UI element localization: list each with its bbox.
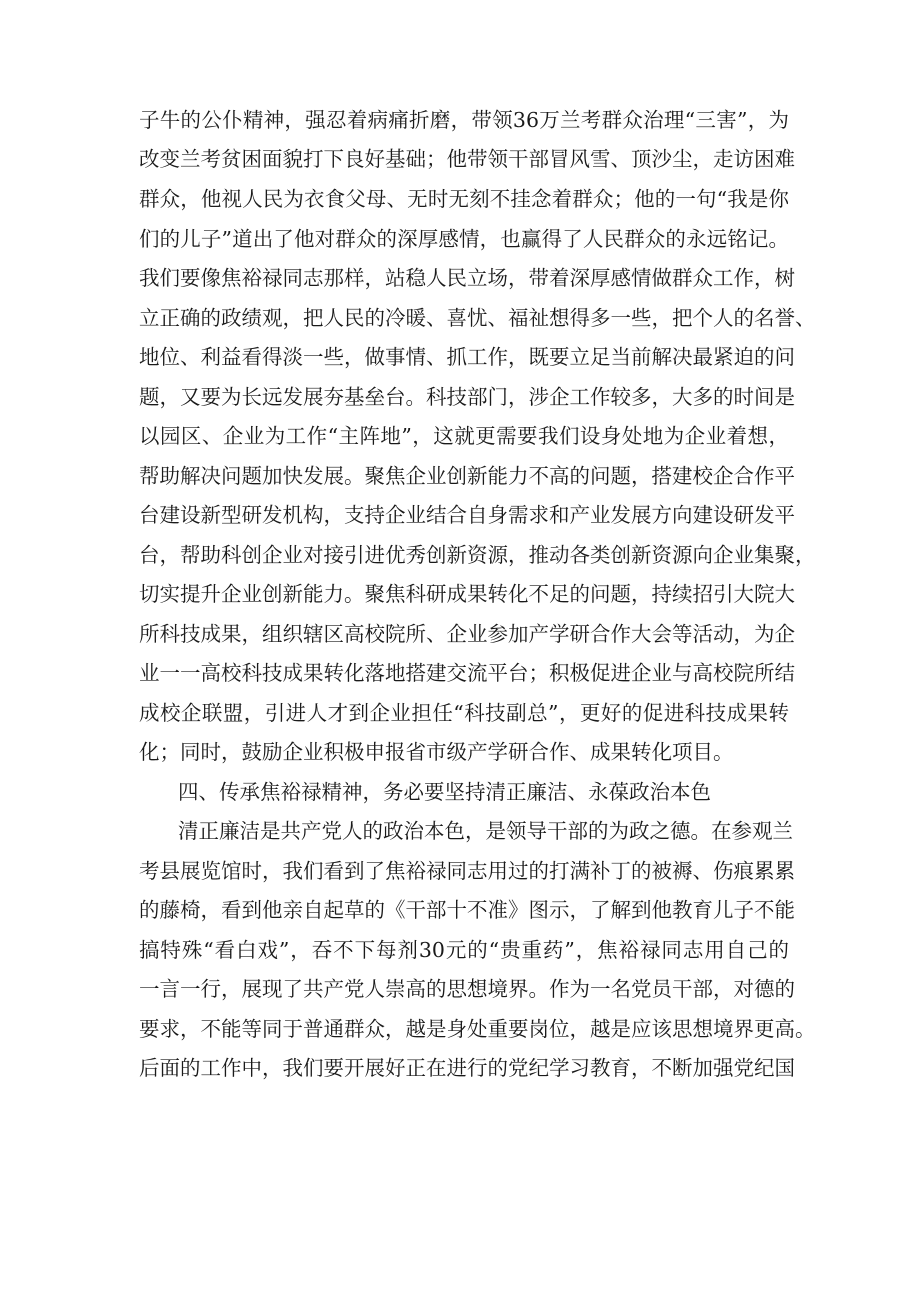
text-line: 地位、利益看得淡一些，做事情、抓工作，既要立足当前解决最紧迫的问: [139, 345, 795, 369]
text-line: 一言一行，展现了共产党人崇高的思想境界。作为一名党员干部，对德的: [139, 977, 795, 1001]
text-line: 改变兰考贫困面貌打下良好基础；他带领干部冒风雪、顶沙尘，走访困难: [139, 147, 795, 171]
text-line: 帮助解决问题加快发展。聚焦企业创新能力不高的问题，搭建校企合作平: [139, 464, 795, 488]
text-line: 所科技成果，组织辖区高校院所、企业参加产学研合作大会等活动，为企: [139, 622, 795, 646]
text-line: 成校企联盟，引进人才到企业担任“科技副总”，更好的促进科技成果转: [139, 701, 789, 725]
text-line: 要求，不能等同于普通群众，越是身处重要岗位，越是应该思想境界更高。: [139, 1017, 816, 1041]
section-heading: 四、传承焦裕禄精神，务必要坚持清正廉洁、永葆政治本色: [178, 780, 711, 804]
text-line: 题，又要为长远发展夯基垒台。科技部门，涉企工作较多，大多的时间是: [139, 385, 795, 409]
text-line: 台建设新型研发机构，支持企业结合自身需求和产业发展方向建设研发平: [139, 503, 795, 527]
text-line: 台，帮助科创企业对接引进优秀创新资源，推动各类创新资源向企业集聚，: [139, 543, 816, 567]
text-line: 切实提升企业创新能力。聚焦科研成果转化不足的问题，持续招引大院大: [139, 582, 795, 606]
text-line: 以园区、企业为工作“主阵地”，这就更需要我们设身处地为企业着想，: [139, 424, 789, 448]
text-line: 立正确的政绩观，把人民的冷暖、喜忧、福祉想得多一些，把个人的名誉、: [139, 306, 816, 330]
text-line: 群众，他视人民为衣食父母、无时无刻不挂念着群众；他的一句“我是你: [139, 187, 789, 211]
text-line: 后面的工作中，我们要开展好正在进行的党纪学习教育，不断加强党纪国: [139, 1056, 795, 1080]
text-line: 考县展览馆时，我们看到了焦裕禄同志用过的打满补丁的被褥、伤痕累累: [139, 859, 795, 883]
text-line: 的藤椅，看到他亲自起草的《干部十不准》图示，了解到他教育儿子不能: [139, 898, 795, 922]
text-line: 子牛的公仆精神，强忍着病痛折磨，带领36万兰考群众治理“三害”，为: [139, 108, 789, 132]
text-line: 清正廉洁是共产党人的政治本色，是领导干部的为政之德。在参观兰: [178, 819, 793, 843]
text-line: 化；同时，鼓励企业积极申报省市级产学研合作、成果转化项目。: [139, 740, 734, 764]
text-line: 业一一高校科技成果转化落地搭建交流平台；积极促进企业与高校院所结: [139, 661, 795, 685]
text-line: 们的儿子”道出了他对群众的深厚感情，也赢得了人民群众的永远铭记。: [139, 227, 789, 251]
text-line: 我们要像焦裕禄同志那样，站稳人民立场，带着深厚感情做群众工作，树: [139, 266, 795, 290]
text-line: 搞特殊“看白戏”，吞不下每剂30元的“贵重药”，焦裕禄同志用自己的: [139, 938, 789, 962]
